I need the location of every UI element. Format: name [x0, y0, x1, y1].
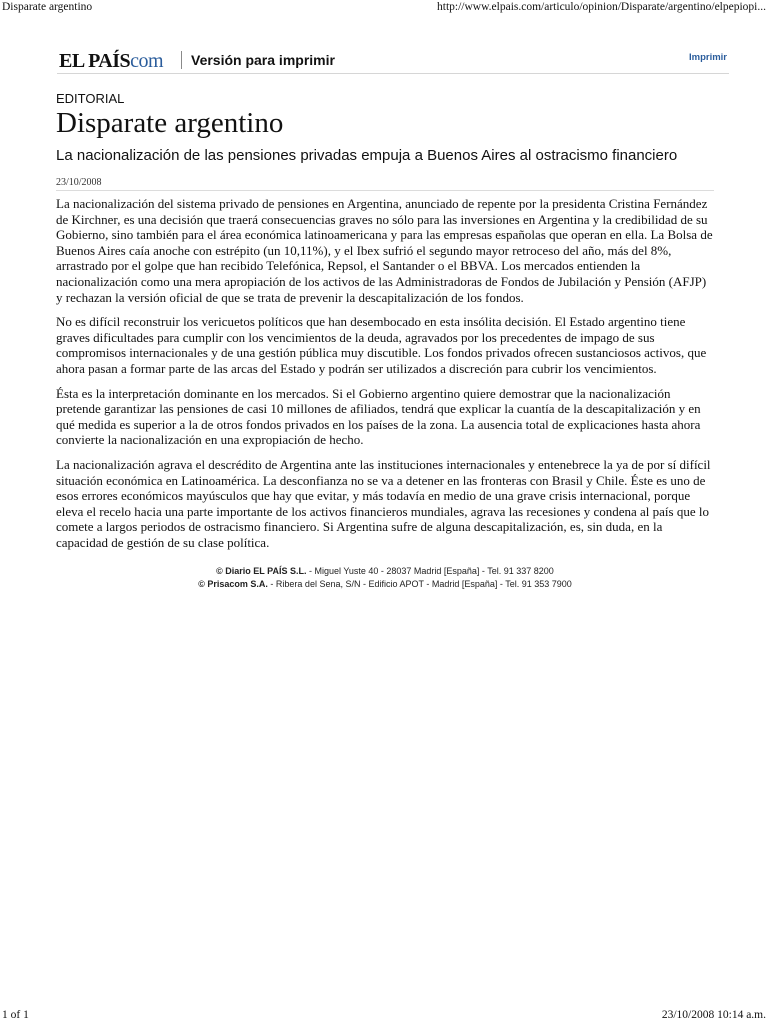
print-header — [0, 0, 768, 16]
paragraph: No es difícil reconstruir los vericuetos políticos que han desembocado en esta insólita decisión. El Estado argentino tiene graves dificultades para cumplir con los vencimientos de la deuda, agravados por los precedentes de impago de sus compromisos internacionales y de una gestión pública muy discutible. Los fondos privados ofrecen sustanciosos activos, que ahora pasan a formar parte de las arcas del Estado y podrán ser utilizados a discreción para cubrir los vencimientos. — [56, 314, 707, 376]
article-date: 23/10/2008 — [56, 177, 714, 191]
el-pais-logo[interactable] — [59, 50, 163, 73]
print-header-title: Disparate argentino — [2, 1, 93, 13]
paragraph: Ésta es la interpretación dominante en los mercados. Si el Gobierno argentino quiere demostrar que la nacionalización pretende garantizar las pensiones de casi 10 millones de afiliados, tendrá que explicar la cuantía de la descapitalización y en qué medida es superior a la de otros fondos privados en los países de la zona. La ausencia total de explicaciones hasta ahora convierte la nacionalización en una expropiación de hecho. — [56, 385, 701, 448]
credits-el-pais-name: © Diario EL PAÍS S.L. — [216, 566, 307, 577]
article-subtitle: La nacionalización de las pensiones privadas empuja a Buenos Aires al ostracismo financiero — [56, 147, 678, 164]
paragraph: La nacionalización agrava el descrédito de Argentina ante las instituciones internacionales y entenebrece la ya de por sí difícil situación económica en Latinoamérica. La desconfianza no se va a detener en las fronteras con Brasil y Chile. Éste es uno de esos errores económicos mayúsculos que hay que evitar, y más todavía en medio de una grave crisis internacional, porque eleva el recelo hacia una parte importante de los activos financieros mundiales, agrava las recesiones y condena al país que lo comete a largos periodos de ostracismo financiero. Si Argentina sufre de alguna descapitalización, es, sin duda, en la capacidad de gestión de su clase política. — [56, 456, 711, 550]
article-title: Disparate argentino — [56, 107, 284, 139]
print-header-url: http://www.elpais.com/articulo/opinion/Disparate/argentino/elpepiopi... — [437, 1, 766, 13]
section-label: EDITORIAL — [56, 91, 125, 106]
logo-suffix: com — [130, 50, 164, 72]
print-footer — [0, 1006, 768, 1024]
page-count: 1 of 1 — [2, 1009, 29, 1021]
credits-line-el-pais — [56, 565, 714, 578]
article — [56, 91, 714, 590]
credits-prisacom-address: - Ribera del Sena, S/N - Edificio APOT - Madrid [España] - Tel. 91 353 7900 — [267, 578, 572, 589]
logo-brand: EL PAÍS — [59, 50, 131, 72]
paragraph: La nacionalización del sistema privado de pensiones en Argentina, anunciado de repente por la presidenta Cristina Fernández de Kirchner, es una decisión que traerá consecuencias graves no sólo para las inversiones en Argentina y la credibilidad de su Gobierno, sino también para el área económica latinoamericana y para las empresas españolas que operan en ella. La Bolsa de Buenos Aires caía anoche con estrépito (un 10,11%), y el Ibex sufrió el segundo mayor retroceso del año, más del 8%, arrastrado por el golpe que han recibido Telefónica, Repsol, el Santander o el BBVA. Los mercados entienden la nacionalización como una mera apropiación de los activos de las Administradoras de Fondos de Jubilación y Pensión (AFJP) y rechazan la versión oficial de que se trata de prevenir la descapitalización de los fondos. — [56, 196, 713, 305]
print-version-label: Versión para imprimir — [191, 52, 335, 68]
credits-el-pais-address: - Miguel Yuste 40 - 28037 Madrid [España] - Tel. 91 337 8200 — [306, 566, 554, 577]
article-body — [56, 196, 714, 550]
masthead — [57, 45, 729, 74]
masthead-divider — [181, 51, 182, 69]
print-link[interactable]: Imprimir — [688, 52, 727, 63]
credits-line-prisacom — [56, 578, 714, 591]
credits-prisacom-name: © Prisacom S.A. — [198, 578, 268, 589]
print-datetime: 23/10/2008 10:14 a.m. — [661, 1009, 766, 1021]
credits — [56, 565, 714, 590]
